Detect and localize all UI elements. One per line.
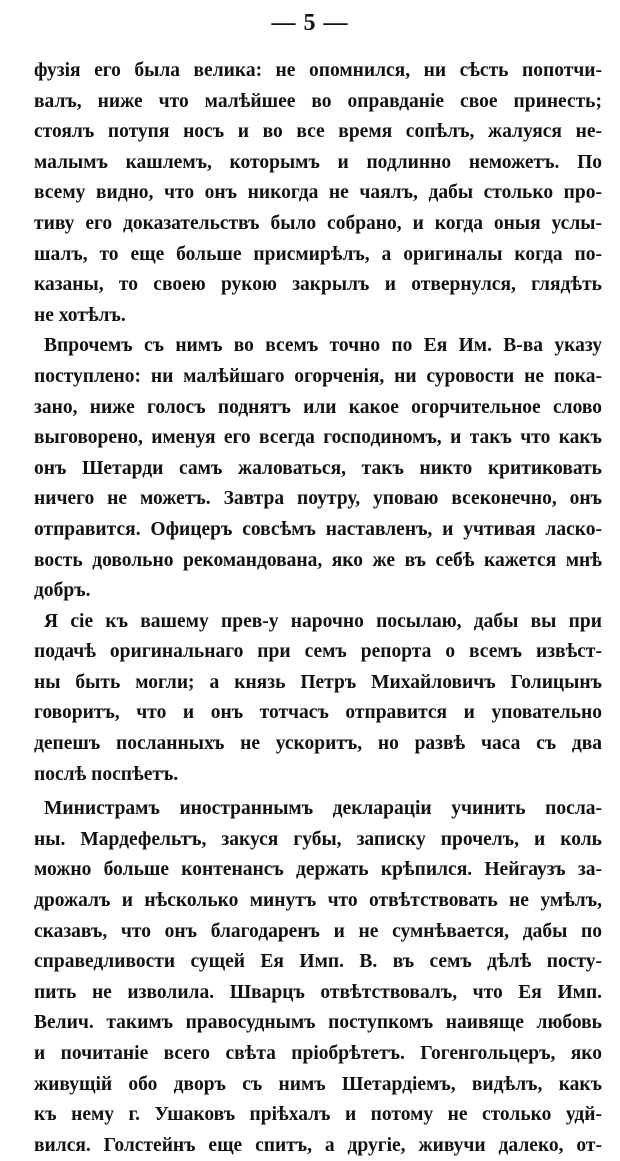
text-line: шалъ, то еще больше присмирѣлъ, а оригиналы когда по- (34, 243, 602, 265)
text-line: живущій обо дворъ съ нимъ Шетардіемъ, видѣлъ, какъ (34, 1073, 602, 1095)
text-line: подачѣ оригинальнаго при семъ репорта о всемъ извѣст- (34, 641, 602, 663)
text-line: фузія его была велика: не опомнился, ни сѣсть попотчи- (34, 60, 602, 81)
text-line: пить не изволила. Шварцъ отвѣтствовалъ, что Ея Имп. (34, 981, 602, 1003)
text-line: валъ, ниже что малѣйшее во оправданіе свое принесть; (34, 90, 602, 112)
page-number: — 5 — (271, 10, 349, 36)
text-line: и почитаніе всего свѣта пріобрѣтетъ. Гогенгольцеръ, яко (34, 1043, 602, 1064)
text-line: Министрамъ иностраннымъ декларацiи учинить посла- (44, 798, 602, 820)
text-line: Велич. такимъ правосуднымъ поступкомъ наивяще любовь (34, 1012, 602, 1034)
text-line: Впрочемъ съ нимъ во всемъ точно по Ея Им. В-ва указу (44, 335, 602, 357)
text-line: добръ. (34, 580, 91, 602)
text-line: выговорено, именуя его всегда господиномъ, и такъ что какъ (34, 427, 602, 449)
text-line: вился. Голстейнъ еще спитъ, а другіе, живучи далеко, от- (34, 1134, 602, 1156)
text-line: ничего не можетъ. Завтра поутру, уповаю всеконечно, онъ (34, 488, 602, 510)
text-line: дрожалъ и нѣсколько минутъ что отвѣтствовать не умѣлъ, (34, 890, 602, 912)
text-line: ны. Мардефельтъ, закуся губы, записку прочелъ, и коль (34, 828, 602, 850)
text-line: можно больше контенансъ держать крѣпился. Нейгаузъ за- (34, 859, 602, 881)
text-line: послѣ поспѣетъ. (34, 763, 179, 785)
text-line: всему видно, что онъ никогда не чаялъ, дабы столько про- (34, 182, 602, 204)
text-line: отправится. Офицеръ совсѣмъ наставленъ, и учтивая ласко- (34, 518, 602, 540)
text-line: казаны, то своею рукою закрылъ и отвернулся, глядѣть (34, 274, 602, 296)
text-line: стоялъ потупя носъ и во все время сопѣлъ, жалуяся не- (34, 121, 602, 143)
text-line: не хотѣлъ. (34, 304, 126, 326)
text-line: онъ Шетарди самъ жаловаться, такъ никто критиковать (34, 457, 602, 479)
paragraph-4 (34, 794, 602, 1161)
paragraph-1 (34, 56, 602, 331)
text-line: малымъ кашлемъ, которымъ и подлинно неможетъ. По (34, 151, 602, 173)
text-line: поступлено: ни малѣйшаго огорченія, ни суровости не пока- (34, 365, 602, 387)
text-line: вость довольно рекомандована, яко же въ себѣ кажется мнѣ (34, 549, 602, 571)
page-text (34, 56, 602, 1161)
text-line: тиву его доказательствъ было собрано, и когда оныя услы- (34, 212, 602, 234)
paragraph-2 (34, 331, 602, 606)
text-line: Я сіе къ вашему прев-у нарочно посылаю, дабы вы при (44, 610, 602, 632)
text-line: справедливости сущей Ея Имп. В. въ семъ дѣлѣ посту- (34, 951, 602, 973)
text-line: къ нему г. Ушаковъ пріѣхалъ и потому не столько удй- (34, 1104, 602, 1126)
text-line: говоритъ, что и онъ тотчасъ отправится и уповательно (34, 702, 602, 724)
text-line: зано, ниже голосъ поднятъ или какое огорчительное слово (34, 396, 602, 418)
text-line: депешъ посланныхъ не ускоритъ, но развѣ часа съ два (34, 733, 602, 755)
text-line: сказавъ, что онъ благодаренъ и не сумнѣвается, дабы по (34, 920, 602, 942)
paragraph-3 (34, 607, 602, 791)
text-line: ны быть могли; а князь Петръ Михайловичъ Голицынъ (34, 671, 602, 693)
